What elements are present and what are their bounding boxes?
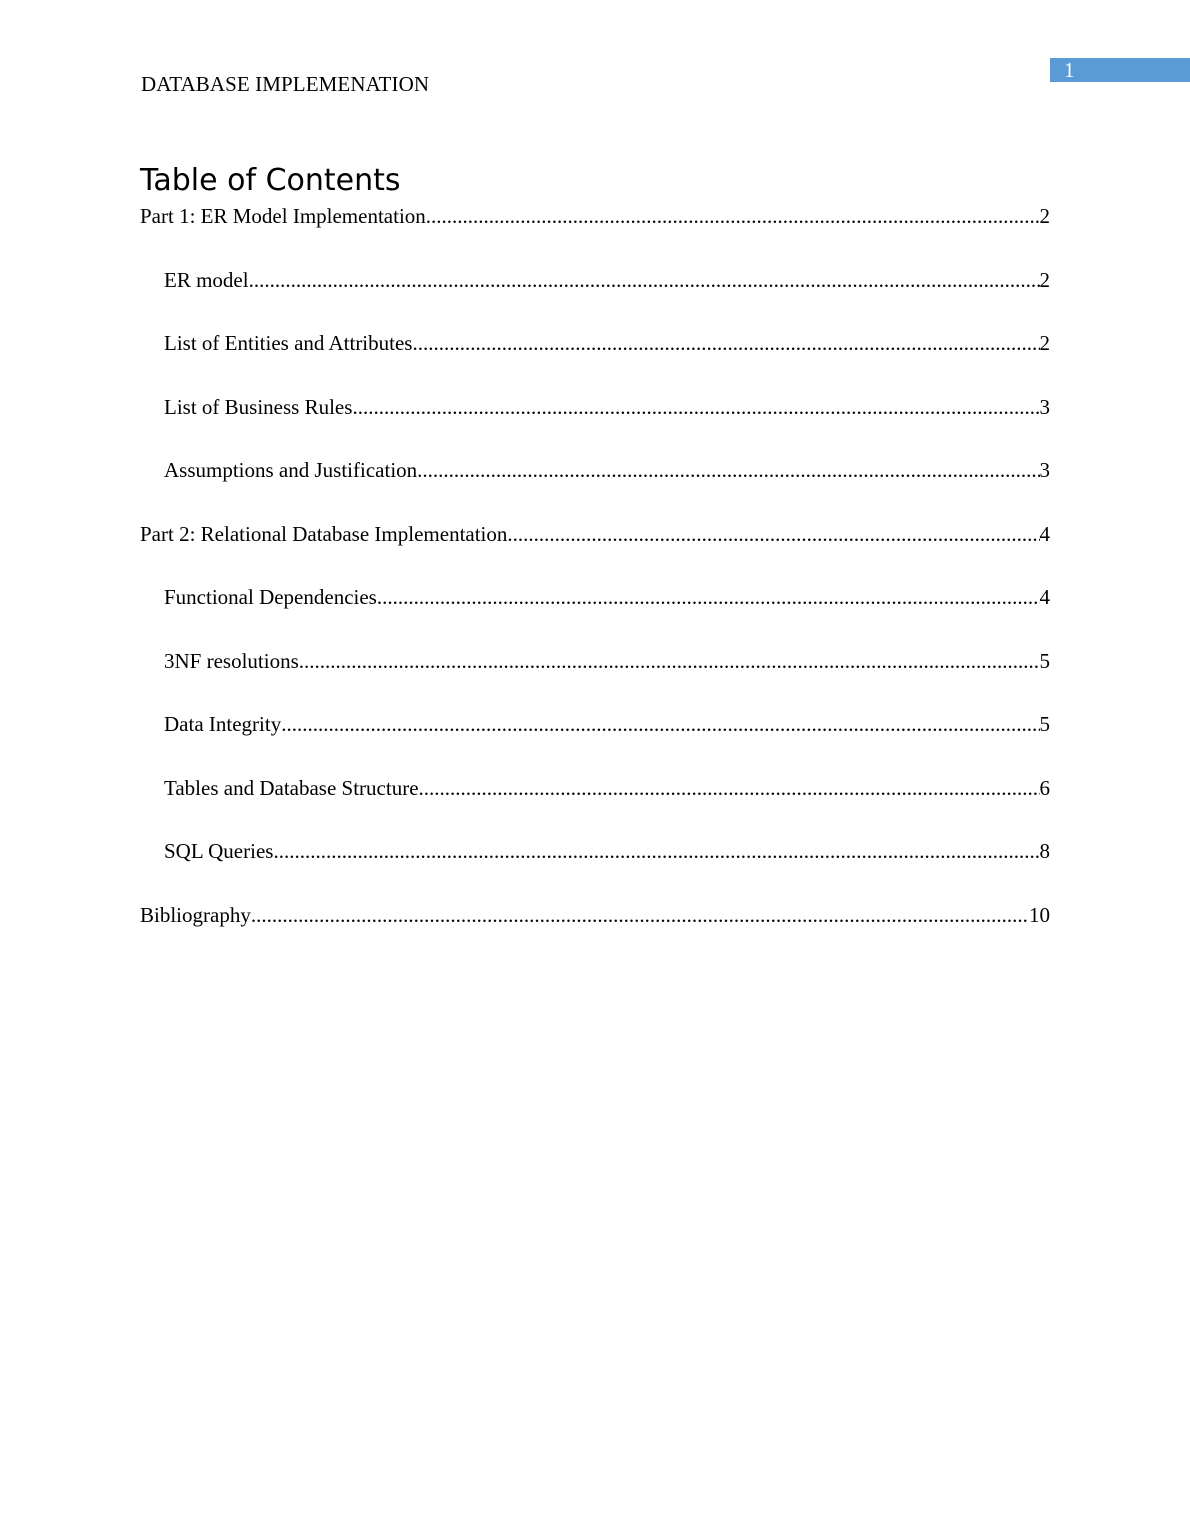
toc-entry-entities-attributes[interactable]: [140, 327, 1050, 391]
toc-entry-page: 4: [1039, 585, 1050, 609]
toc-entry-functional-dependencies[interactable]: [140, 581, 1050, 645]
toc-entry-page: 2: [1039, 204, 1050, 228]
toc-entry-3nf-resolutions[interactable]: [140, 645, 1050, 709]
toc-entry-title: ER model: [164, 267, 249, 292]
toc-heading: Table of Contents: [140, 163, 401, 198]
toc-dot-leader: [251, 899, 1029, 931]
toc-entry-part-1[interactable]: [140, 200, 1050, 264]
toc-entry-page: 5: [1039, 712, 1050, 736]
toc-entry-title: Bibliography: [140, 902, 251, 927]
toc-entry-title: Functional Dependencies: [164, 585, 377, 609]
toc-dot-leader: [507, 518, 1039, 550]
toc-entry-title: Part 1: ER Model Implementation: [140, 204, 426, 228]
toc-dot-leader: [426, 200, 1040, 232]
toc-dot-leader: [412, 327, 1039, 359]
toc-entry-page: 3: [1039, 458, 1050, 482]
toc-dot-leader: [281, 708, 1039, 740]
toc-entry-title: Part 2: Relational Database Implementation: [140, 521, 508, 546]
toc-entry-title: Tables and Database Structure: [164, 775, 419, 800]
toc-entry-bibliography[interactable]: [140, 899, 1050, 963]
toc-entry-data-integrity[interactable]: [140, 708, 1050, 772]
toc-entry-page: 5: [1039, 648, 1050, 673]
toc-entry-title: List of Business Rules: [164, 394, 353, 419]
toc-entry-page: 2: [1039, 267, 1050, 292]
toc-entry-page: 6: [1039, 775, 1050, 800]
toc-entry-business-rules[interactable]: [140, 391, 1050, 455]
toc-entry-tables-structure[interactable]: [140, 772, 1050, 836]
toc-dot-leader: [352, 391, 1039, 423]
toc-dot-leader: [299, 645, 1040, 677]
toc-dot-leader: [249, 264, 1040, 296]
toc-entry-page: 10: [1029, 902, 1050, 927]
toc-dot-leader: [273, 835, 1039, 867]
toc-entry-title: 3NF resolutions: [164, 648, 299, 673]
page-number: 1: [1064, 58, 1075, 82]
toc-entry-title: Data Integrity: [164, 712, 282, 736]
toc-dot-leader: [377, 581, 1040, 613]
toc-entry-title: List of Entities and Attributes: [164, 331, 413, 355]
toc-entry-page: 4: [1039, 521, 1050, 546]
toc-dot-leader: [417, 454, 1039, 486]
toc-entry-assumptions[interactable]: [140, 454, 1050, 518]
toc-entry-title: SQL Queries: [164, 839, 274, 863]
table-of-contents: [140, 200, 1050, 962]
page-number-badge: [1050, 58, 1190, 82]
toc-entry-part-2[interactable]: [140, 518, 1050, 582]
toc-entry-page: 2: [1039, 331, 1050, 355]
toc-entry-er-model[interactable]: [140, 264, 1050, 328]
toc-entry-title: Assumptions and Justification: [164, 458, 418, 482]
toc-dot-leader: [419, 772, 1040, 804]
toc-entry-page: 3: [1039, 394, 1050, 419]
toc-entry-sql-queries[interactable]: [140, 835, 1050, 899]
toc-entry-page: 8: [1039, 839, 1050, 863]
running-header: DATABASE IMPLEMENATION: [141, 72, 430, 96]
